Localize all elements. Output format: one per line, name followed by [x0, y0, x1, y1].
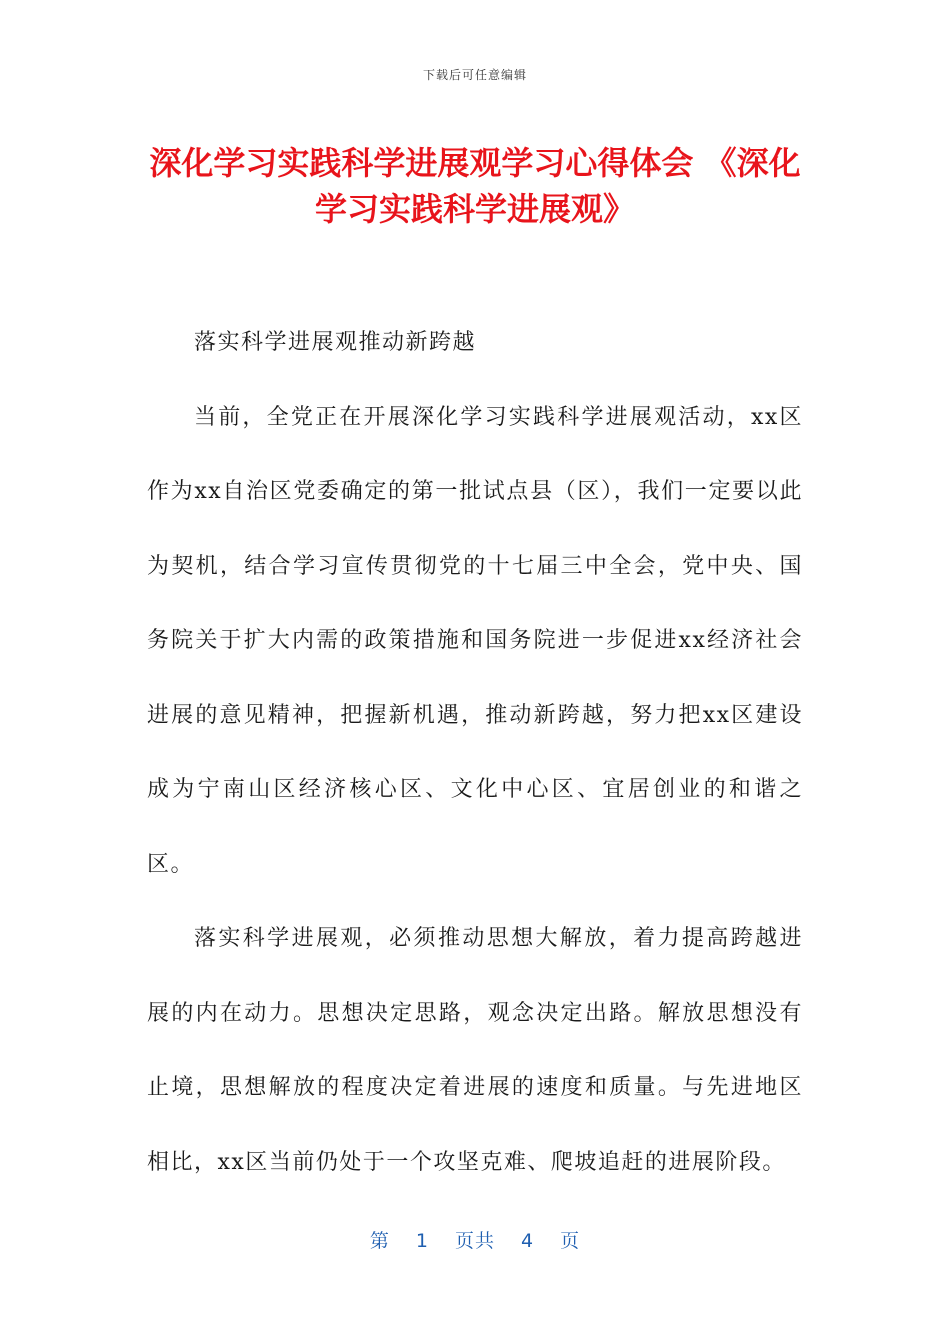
page-footer — [0, 1226, 950, 1253]
header-note: 下载后可任意编辑 — [422, 68, 527, 82]
footer-middle: 页共 — [454, 1230, 495, 1252]
document-title: 深化学习实践科学进展观学习心得体会 《深化学习实践科学进展观》 — [149, 144, 801, 228]
paragraph: 落实科学进展观，必须推动思想大解放，着力提高跨越进展的内在动力。思想决定思路，观念决定出路。解放思想没有止境，思想解放的程度决定着进展的速度和质量。与先进地区相比，xx区当前仍处于一个攻坚克难、爬坡追赶的进展阶段。 — [147, 926, 803, 1175]
paragraph: 当前，全党正在开展深化学习实践科学进展观活动，xx区作为xx自治区党委确定的第一批试点县（区），我们一定要以此为契机，结合学习宣传贯彻党的十七届三中全会，党中央、国务院关于扩大内需的政策措施和国务院进一步促进xx经济社会进展的意见精神，把握新机遇，推动新跨越，努力把xx区建设成为宁南山区经济核心区、文化中心区、宜居创业的和谐之区。 — [147, 404, 803, 877]
paragraph-subheading: 落实科学进展观推动新跨越 — [194, 330, 477, 355]
footer-current-page: 1 — [415, 1230, 429, 1252]
footer-suffix: 页 — [560, 1230, 581, 1252]
document-body — [147, 306, 803, 1200]
footer-prefix: 第 — [369, 1230, 390, 1252]
footer-total-pages: 4 — [521, 1230, 535, 1252]
